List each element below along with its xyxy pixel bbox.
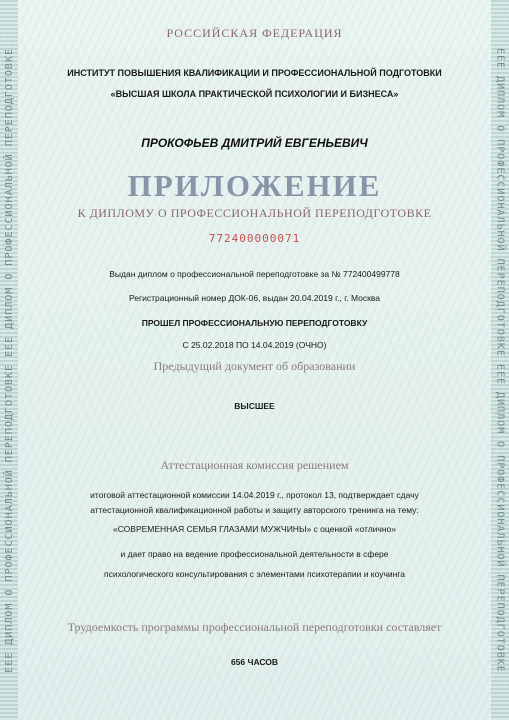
issued-diploma-line: Выдан диплом о профессиональной переподготовке за № 772400499778 bbox=[109, 269, 400, 279]
passed-training-line: ПРОШЕЛ ПРОФЕССИОНАЛЬНУЮ ПЕРЕПОДГОТОВКУ bbox=[141, 318, 368, 328]
rights-line-2: психологического консультирования с элементами психотерапии и коучинга bbox=[103, 569, 406, 579]
rights-line-1: и дает право на ведение профессиональной деятельности в сфере bbox=[120, 549, 389, 559]
country-heading: РОССИЙСКАЯ ФЕДЕРАЦИЯ bbox=[166, 26, 343, 40]
institute-name: ИНСТИТУТ ПОВЫШЕНИЯ КВАЛИФИКАЦИИ И ПРОФЕССИОНАЛЬНОЙ ПОДГОТОВКИ bbox=[67, 68, 442, 78]
left-border-text: ЕЕЕ ДИПЛОМ О ПРОФЕССИОНАЛЬНОЙ ПЕРЕПОДГОТОВКЕ ЕЕЕ ДИПЛОМ О ПРОФЕССИОНАЛЬНОЙ ПЕРЕПОДГОТОВКЕ bbox=[3, 47, 15, 673]
training-period: С 25.02.2018 ПО 14.04.2019 (ОЧНО) bbox=[182, 340, 327, 350]
school-name: «ВЫСШАЯ ШКОЛА ПРАКТИЧЕСКОЙ ПСИХОЛОГИИ И БИЗНЕСА» bbox=[110, 89, 399, 99]
commission-line-1: итоговой аттестационной комиссии 14.04.2019 г., протокол 13, подтверждает сдачу bbox=[90, 490, 419, 500]
registration-line: Регистрационный номер ДОК-06, выдан 20.04.2019 г., г. Москва bbox=[128, 293, 381, 303]
previous-education-value: ВЫСШЕЕ bbox=[234, 401, 275, 411]
right-border-text: ЕЕЕ ДИПЛОМ О ПРОФЕССИОНАЛЬНОЙ ПЕРЕПОДГОТОВКЕ ЕЕЕ ДИПЛОМ О ПРОФЕССИОНАЛЬНОЙ ПЕРЕПОДГОТОВКЕ bbox=[494, 47, 506, 673]
labor-intensity-label: Трудоемкость программы профессиональной переподготовки составляет bbox=[67, 620, 442, 634]
holder-name: ПРОКОФЬЕВ ДМИТРИЙ ЕВГЕНЬЕВИЧ bbox=[141, 136, 368, 150]
document-title: ПРИЛОЖЕНИЕ bbox=[127, 168, 382, 203]
commission-line-2: аттестационной квалификационной работы и защиту авторского тренинга на тему: bbox=[90, 505, 419, 515]
serial-number: 772400000071 bbox=[208, 232, 301, 245]
thesis-topic: «СОВРЕМЕННАЯ СЕМЬЯ ГЛАЗАМИ МУЖЧИНЫ» с оценкой «отлично» bbox=[112, 524, 396, 534]
previous-education-label: Предыдущий документ об образовании bbox=[153, 359, 356, 373]
total-hours: 656 ЧАСОВ bbox=[230, 657, 279, 667]
commission-label: Аттестационная комиссия решением bbox=[160, 458, 349, 472]
document-subtitle: К ДИПЛОМУ О ПРОФЕССИОНАЛЬНОЙ ПЕРЕПОДГОТОВКЕ bbox=[77, 206, 432, 220]
